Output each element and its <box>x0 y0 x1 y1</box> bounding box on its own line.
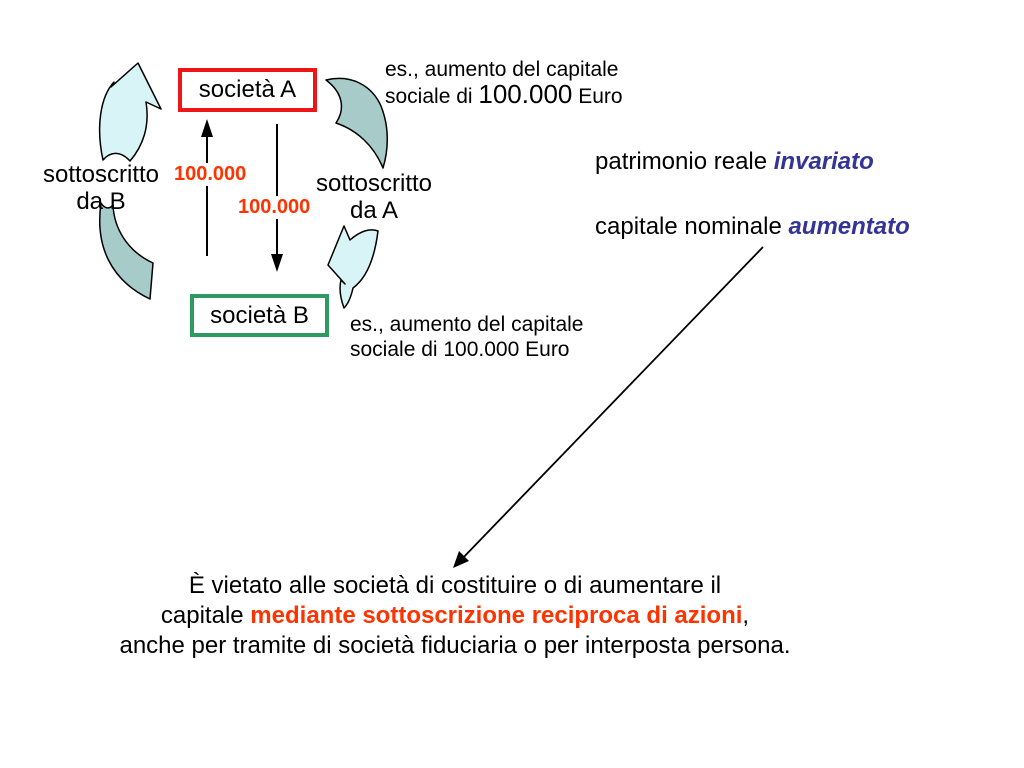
summary-capitale <box>595 213 910 241</box>
rule-line2-prefix: capitale <box>160 602 251 629</box>
summary-capitale-prefix: capitale nominale <box>595 213 789 240</box>
label-sottoscritto-da-a <box>301 170 447 224</box>
box-societa-b-label: società B <box>210 301 309 329</box>
box-societa-a <box>178 68 317 112</box>
box-societa-b <box>190 294 329 337</box>
rule-line2-emphasis: mediante sottoscrizione reciproca di azioni <box>250 602 743 629</box>
label-sottoscritto-da-a-line1: sottoscritto <box>315 170 433 197</box>
note-capital-increase-a-line2 <box>385 79 623 109</box>
arrow-up-head-icon <box>201 119 213 137</box>
cycle-arc-left-down-icon <box>100 203 153 299</box>
note-capital-increase-a <box>385 57 623 109</box>
rule-paragraph <box>85 571 825 661</box>
note-a-line2-amount: 100.000 <box>478 79 573 109</box>
rule-line2 <box>85 601 825 631</box>
label-sottoscritto-da-b-line2: da B <box>76 188 126 215</box>
note-capital-increase-a-line1: es., aumento del capitale <box>385 58 619 81</box>
rule-line2-suffix: , <box>742 602 750 629</box>
amount-down-label: 100.000 <box>238 196 311 218</box>
summary-patrimonio <box>595 148 874 176</box>
note-a-line2-prefix: sociale di <box>385 85 479 108</box>
label-sottoscritto-da-b-line1: sottoscritto <box>42 161 160 188</box>
label-sottoscritto-da-b <box>28 161 174 215</box>
cycle-arrow-left-up-icon <box>100 63 161 161</box>
note-a-line2-suffix: Euro <box>572 85 623 108</box>
cycle-arrow-right-down-icon <box>328 226 378 308</box>
rule-line3: anche per tramite di società fiduciaria o per interposta persona. <box>119 632 791 659</box>
summary-patrimonio-prefix: patrimonio reale <box>595 148 774 175</box>
note-capital-increase-b <box>350 312 583 362</box>
rule-line1: È vietato alle società di costituire o di aumentare il <box>188 572 722 599</box>
arrow-down-head-icon <box>271 254 283 272</box>
cycle-arc-right-up-icon <box>326 78 387 168</box>
summary-patrimonio-emphasis: invariato <box>773 148 874 175</box>
note-capital-increase-b-line1: es., aumento del capitale <box>350 313 584 336</box>
box-societa-a-label: società A <box>198 76 297 103</box>
label-sottoscritto-da-a-line2: da A <box>349 197 399 224</box>
note-capital-increase-b-line2: sociale di 100.000 Euro <box>350 338 570 361</box>
amount-up-label: 100.000 <box>174 163 247 185</box>
summary-capitale-emphasis: aumentato <box>788 213 910 240</box>
pointer-diagonal-line <box>459 247 763 562</box>
